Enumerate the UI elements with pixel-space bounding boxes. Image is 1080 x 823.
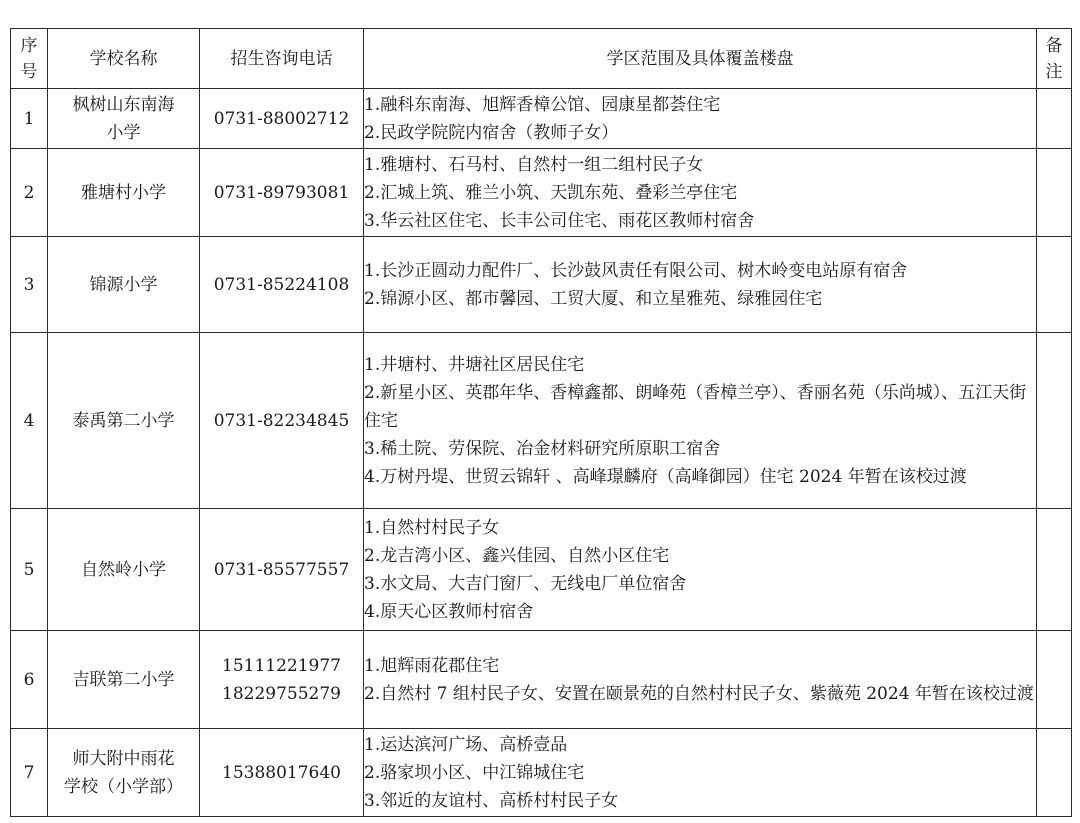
school-name-cell — [48, 729, 200, 817]
phone-cell — [200, 237, 364, 333]
table-row — [11, 89, 1072, 149]
phone-number: 0731-85577557 — [213, 559, 350, 580]
coverage-item: 2.骆家坝小区、中江锦城住宅 — [364, 762, 585, 783]
remark-cell — [1037, 729, 1072, 817]
seq-cell: 2 — [11, 149, 48, 237]
coverage-item: 4.万树丹堤、世贸云锦轩 、高峰璟麟府（高峰御园）住宅 2024 年暂在该校过渡 — [364, 466, 967, 487]
table-row — [11, 631, 1072, 729]
phone-number: 0731-82234845 — [213, 410, 350, 431]
coverage-cell — [364, 729, 1037, 817]
header-school: 学校名称 — [48, 29, 200, 89]
school-name-cell — [48, 237, 200, 333]
phone-number: 0731-88002712 — [213, 108, 350, 129]
school-name-cell — [48, 509, 200, 631]
coverage-item: 1.井塘村、井塘社区居民住宅 — [364, 354, 585, 375]
coverage-item: 2.自然村 7 组村民子女、安置在颐景苑的自然村村民子女、紫薇苑 2024 年暂在该校过渡 — [364, 683, 1034, 704]
coverage-item: 2.民政学院院内宿舍（教师子女） — [364, 122, 619, 143]
coverage-cell — [364, 333, 1037, 509]
coverage-item: 3.邻近的友谊村、高桥村村民子女 — [364, 790, 619, 811]
phone-cell — [200, 89, 364, 149]
coverage-cell — [364, 509, 1037, 631]
school-name-line: 小学 — [106, 122, 141, 143]
school-name-cell — [48, 149, 200, 237]
coverage-item: 2.汇城上筑、雅兰小筑、天凯东苑、叠彩兰亭住宅 — [364, 182, 738, 203]
coverage-cell — [364, 149, 1037, 237]
remark-cell — [1037, 631, 1072, 729]
school-name-line: 学校（小学部） — [64, 776, 183, 797]
school-name-cell — [48, 631, 200, 729]
seq-cell: 6 — [11, 631, 48, 729]
coverage-item: 3.水文局、大吉门窗厂、无线电厂单位宿舍 — [364, 573, 687, 594]
school-name-line: 泰禹第二小学 — [72, 410, 175, 431]
remark-cell — [1037, 237, 1072, 333]
coverage-item: 1.运达滨河广场、高桥壹品 — [364, 734, 568, 755]
coverage-cell — [364, 237, 1037, 333]
school-name-cell — [48, 333, 200, 509]
phone-number: 15111221977 — [222, 655, 341, 676]
remark-cell — [1037, 333, 1072, 509]
school-name-line: 枫树山东南海 — [72, 94, 175, 115]
table-row — [11, 333, 1072, 509]
phone-number: 0731-85224108 — [213, 274, 350, 295]
phone-number: 0731-89793081 — [213, 182, 350, 203]
table-row — [11, 237, 1072, 333]
school-name-line: 雅塘村小学 — [81, 182, 166, 203]
coverage-item: 1.自然村村民子女 — [364, 517, 500, 538]
school-name-line: 吉联第二小学 — [72, 669, 175, 690]
table-row — [11, 149, 1072, 237]
header-phone: 招生咨询电话 — [200, 29, 364, 89]
phone-cell — [200, 509, 364, 631]
seq-cell: 5 — [11, 509, 48, 631]
coverage-cell — [364, 89, 1037, 149]
coverage-item: 2.新星小区、英郡年华、香樟鑫都、朗峰苑（香樟兰亭）、香丽名苑（乐尚城）、五江天街住宅 — [364, 382, 1027, 431]
seq-cell: 4 — [11, 333, 48, 509]
table-row — [11, 729, 1072, 817]
header-row — [11, 29, 1072, 89]
coverage-item: 3.华云社区住宅、长丰公司住宅、雨花区教师村宿舍 — [364, 210, 755, 231]
phone-cell — [200, 333, 364, 509]
remark-cell — [1037, 149, 1072, 237]
header-coverage: 学区范围及具体覆盖楼盘 — [364, 29, 1037, 89]
coverage-item: 1.长沙正圆动力配件厂、长沙鼓风责任有限公司、树木岭变电站原有宿舍 — [364, 260, 908, 281]
phone-cell — [200, 631, 364, 729]
coverage-item: 1.旭辉雨花郡住宅 — [364, 655, 500, 676]
coverage-item: 2.龙吉湾小区、鑫兴佳园、自然小区住宅 — [364, 545, 670, 566]
seq-cell: 7 — [11, 729, 48, 817]
school-name-cell — [48, 89, 200, 149]
seq-cell: 1 — [11, 89, 48, 149]
header-seq: 序号 — [11, 29, 48, 89]
seq-cell: 3 — [11, 237, 48, 333]
coverage-item: 1.雅塘村、石马村、自然村一组二组村民子女 — [364, 154, 704, 175]
school-name-line: 师大附中雨花 — [72, 748, 175, 769]
remark-cell — [1037, 89, 1072, 149]
school-name-line: 锦源小学 — [89, 274, 158, 295]
coverage-item: 1.融科东南海、旭辉香樟公馆、园康星都荟住宅 — [364, 94, 721, 115]
school-name-line: 自然岭小学 — [81, 559, 166, 580]
coverage-item: 4.原天心区教师村宿舍 — [364, 601, 534, 622]
phone-number: 18229755279 — [222, 683, 341, 704]
school-district-table — [10, 28, 1072, 817]
phone-number: 15388017640 — [222, 762, 341, 783]
coverage-item: 2.锦源小区、都市馨园、工贸大厦、和立星雅苑、绿雅园住宅 — [364, 288, 823, 309]
table-row — [11, 509, 1072, 631]
coverage-cell — [364, 631, 1037, 729]
phone-cell — [200, 149, 364, 237]
phone-cell — [200, 729, 364, 817]
coverage-item: 3.稀土院、劳保院、冶金材料研究所原职工宿舍 — [364, 438, 721, 459]
header-remark: 备注 — [1037, 29, 1072, 89]
remark-cell — [1037, 509, 1072, 631]
